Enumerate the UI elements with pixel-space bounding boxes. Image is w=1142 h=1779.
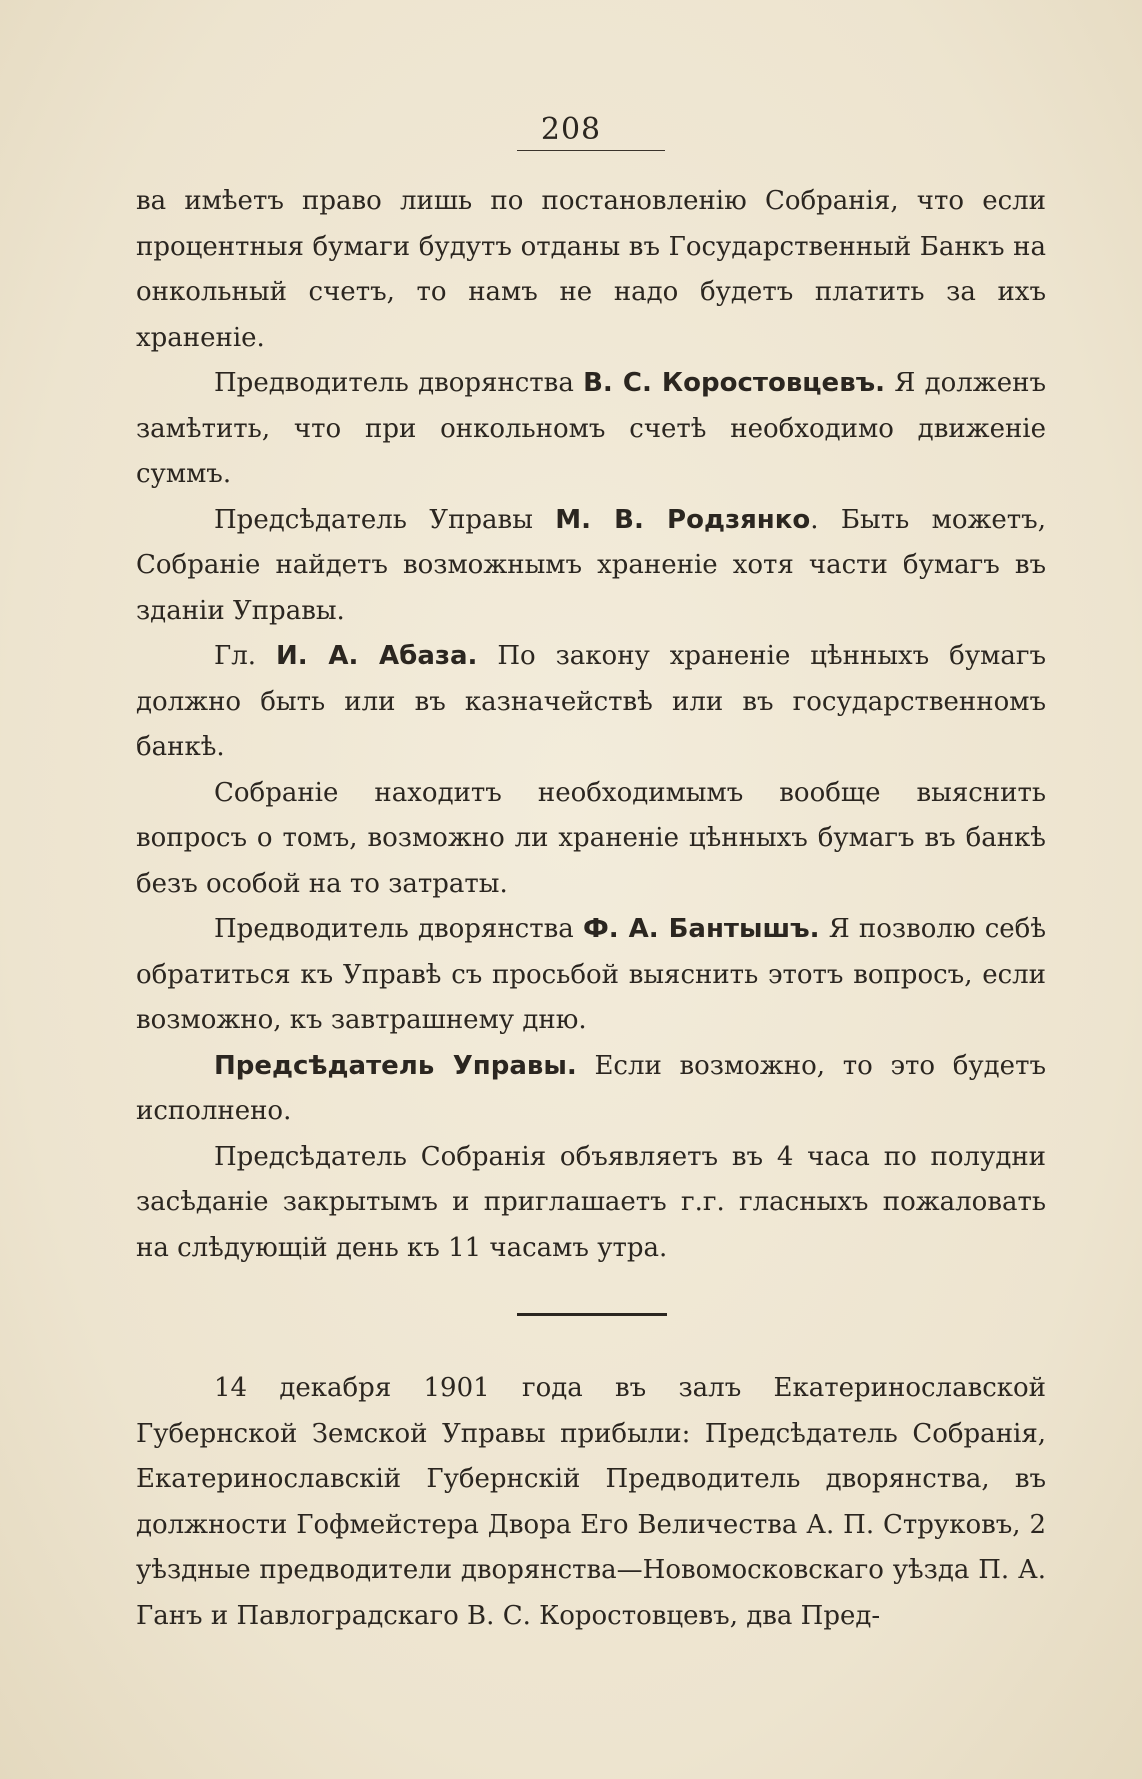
paragraph bbox=[136, 634, 1046, 771]
paragraph-lead: Предсѣдатель Управы bbox=[214, 504, 556, 535]
speaker-name: Предсѣдатель Управы. bbox=[214, 1050, 577, 1081]
paragraph-lead: Предводитель дворянства bbox=[214, 914, 583, 944]
paragraph bbox=[136, 907, 1046, 1044]
page-number-rule bbox=[517, 150, 665, 151]
main-text bbox=[136, 179, 1046, 1271]
paragraph: ва имѣетъ право лишь по постановленію Собранія, что если процентныя бумаги будутъ отданы въ Государственный Банкъ на онкольный счетъ, то намъ не надо будетъ платить за ихъ храненіе. bbox=[136, 186, 1046, 353]
speaker-name: И. А. Абаза. bbox=[275, 641, 478, 671]
second-section-text bbox=[136, 1366, 1046, 1639]
paragraph: Собраніе находитъ необходимымъ вообще выяснить вопросъ о томъ, возможно ли храненіе цѣнныхъ бумагъ въ банкѣ безъ особой на то затраты. bbox=[136, 777, 1046, 899]
paragraph bbox=[136, 361, 1046, 498]
paragraph-body: Я долженъ замѣтить, что при онкольномъ счетѣ необходимо движеніе суммъ. bbox=[136, 368, 1046, 489]
paragraph-body: Я позволю себѣ обратиться къ Управѣ съ просьбой выяснить этотъ вопросъ, если возможно, къ завтрашнему дню. bbox=[136, 914, 1047, 1035]
section-divider bbox=[517, 1313, 667, 1316]
speaker-name: Ф. А. Бантышъ. bbox=[582, 914, 820, 944]
paragraph bbox=[136, 498, 1046, 635]
paragraph-body: . Быть можетъ, Собраніе найдетъ возможнымъ храненіе хотя части бумагъ въ зданіи Управы. bbox=[136, 504, 1046, 626]
paragraph bbox=[136, 1044, 1046, 1135]
paragraph-lead: Гл. bbox=[214, 641, 276, 671]
page-number: 208 bbox=[540, 112, 602, 147]
speaker-name: В. С. Коростовцевъ. bbox=[583, 368, 886, 398]
paragraph-lead: Предводитель дворянства bbox=[214, 368, 584, 398]
paragraph-body: По закону храненіе цѣнныхъ бумагъ должно быть или въ казначействѣ или въ государственномъ банкѣ. bbox=[136, 641, 1047, 762]
paragraph: Предсѣдатель Собранія объявляетъ въ 4 часа по полудни засѣданіе закрытымъ и приглашаетъ г.г. гласныхъ пожаловать на слѣдующій день къ 11 часамъ утра. bbox=[136, 1141, 1046, 1263]
paragraph: 14 декабря 1901 года въ залъ Екатеринославской Губернской Земской Управы прибыли: Предсѣдатель Собранія, Екатеринославскій Губернскій Предводитель дворянства, въ должности Гофмейстера Двора Его Величества А. П. Струковъ, 2 уѣздные предводители дворянства—Новомосковскаго уѣзда П. А. Ганъ и Павлоградскаго В. С. Коростовцевъ, два Пред- bbox=[136, 1373, 1046, 1631]
speaker-name: М. В. Родзянко bbox=[555, 504, 811, 535]
paragraph-body: Если возможно, то это будетъ исполнено. bbox=[136, 1050, 1046, 1126]
